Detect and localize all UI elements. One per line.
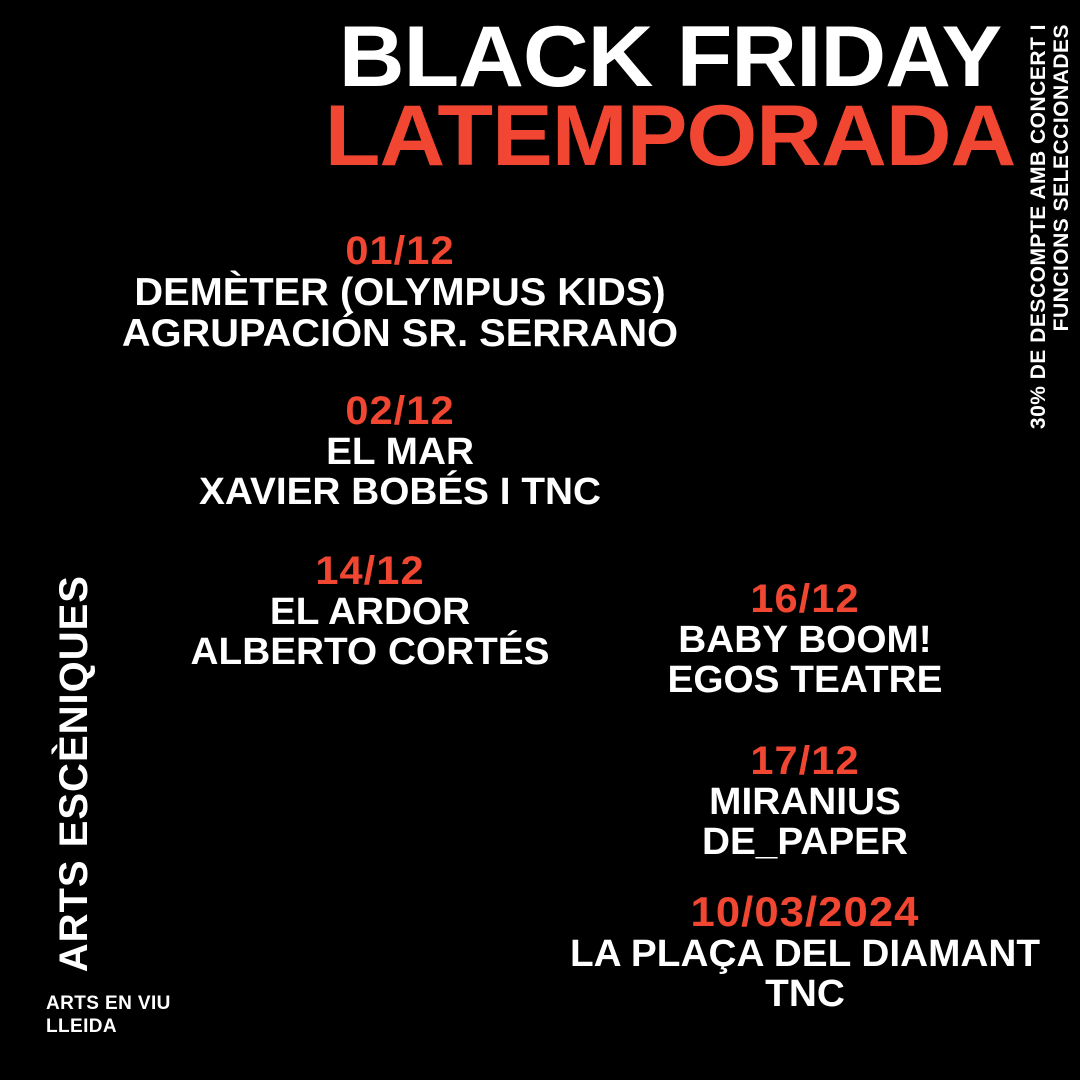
event-date: 14/12: [315, 549, 425, 593]
event-listing: [70, 230, 730, 355]
event-title: EL ARDOR: [269, 591, 471, 633]
event-title: EL MAR: [326, 431, 474, 473]
promo-note-vertical: [1028, 24, 1072, 444]
event-company: XAVIER BOBÉS I TNC: [198, 471, 602, 514]
event-company: EGOS TEATRE: [667, 659, 943, 702]
organizer-city: LLEIDA: [46, 1015, 118, 1037]
event-listing: [585, 740, 1025, 863]
organizer-name: ARTS EN VIU: [46, 992, 171, 1014]
event-title: DEMÈTER (OLYMPUS KIDS): [134, 271, 666, 314]
event-title: BABY BOOM!: [678, 619, 932, 661]
event-company: AGRUPACIÓN SR. SERRANO: [121, 312, 679, 356]
event-title: MIRANIUS: [709, 781, 901, 823]
event-listing: [130, 550, 610, 673]
page-title: [324, 9, 1016, 185]
promo-note-line-2: FUNCIONS SELECCIONADES: [1050, 24, 1073, 332]
headline-line-1: BLACK FRIDAY: [338, 9, 1002, 105]
event-date: 01/12: [345, 229, 455, 273]
event-date: 10/03/2024: [690, 888, 920, 935]
event-title: LA PLAÇA DEL DIAMANT: [569, 933, 1041, 976]
promo-note-line-1: 30% DE DESCOMPTE AMB CONCERT I: [1027, 24, 1050, 430]
event-listing: [130, 390, 670, 513]
event-listing: [585, 578, 1025, 701]
headline-line-2: LATEMPORADA: [324, 88, 1016, 185]
event-date: 02/12: [345, 389, 455, 433]
event-date: 16/12: [750, 577, 860, 621]
event-listing: [555, 890, 1055, 1015]
event-company: TNC: [765, 973, 845, 1016]
organizer-credit: [46, 992, 171, 1038]
category-label-vertical: ARTS ESCÈNIQUES: [52, 575, 96, 973]
event-date: 17/12: [750, 739, 860, 783]
event-company: DE_PAPER: [701, 821, 909, 864]
event-company: ALBERTO CORTÉS: [190, 631, 550, 674]
